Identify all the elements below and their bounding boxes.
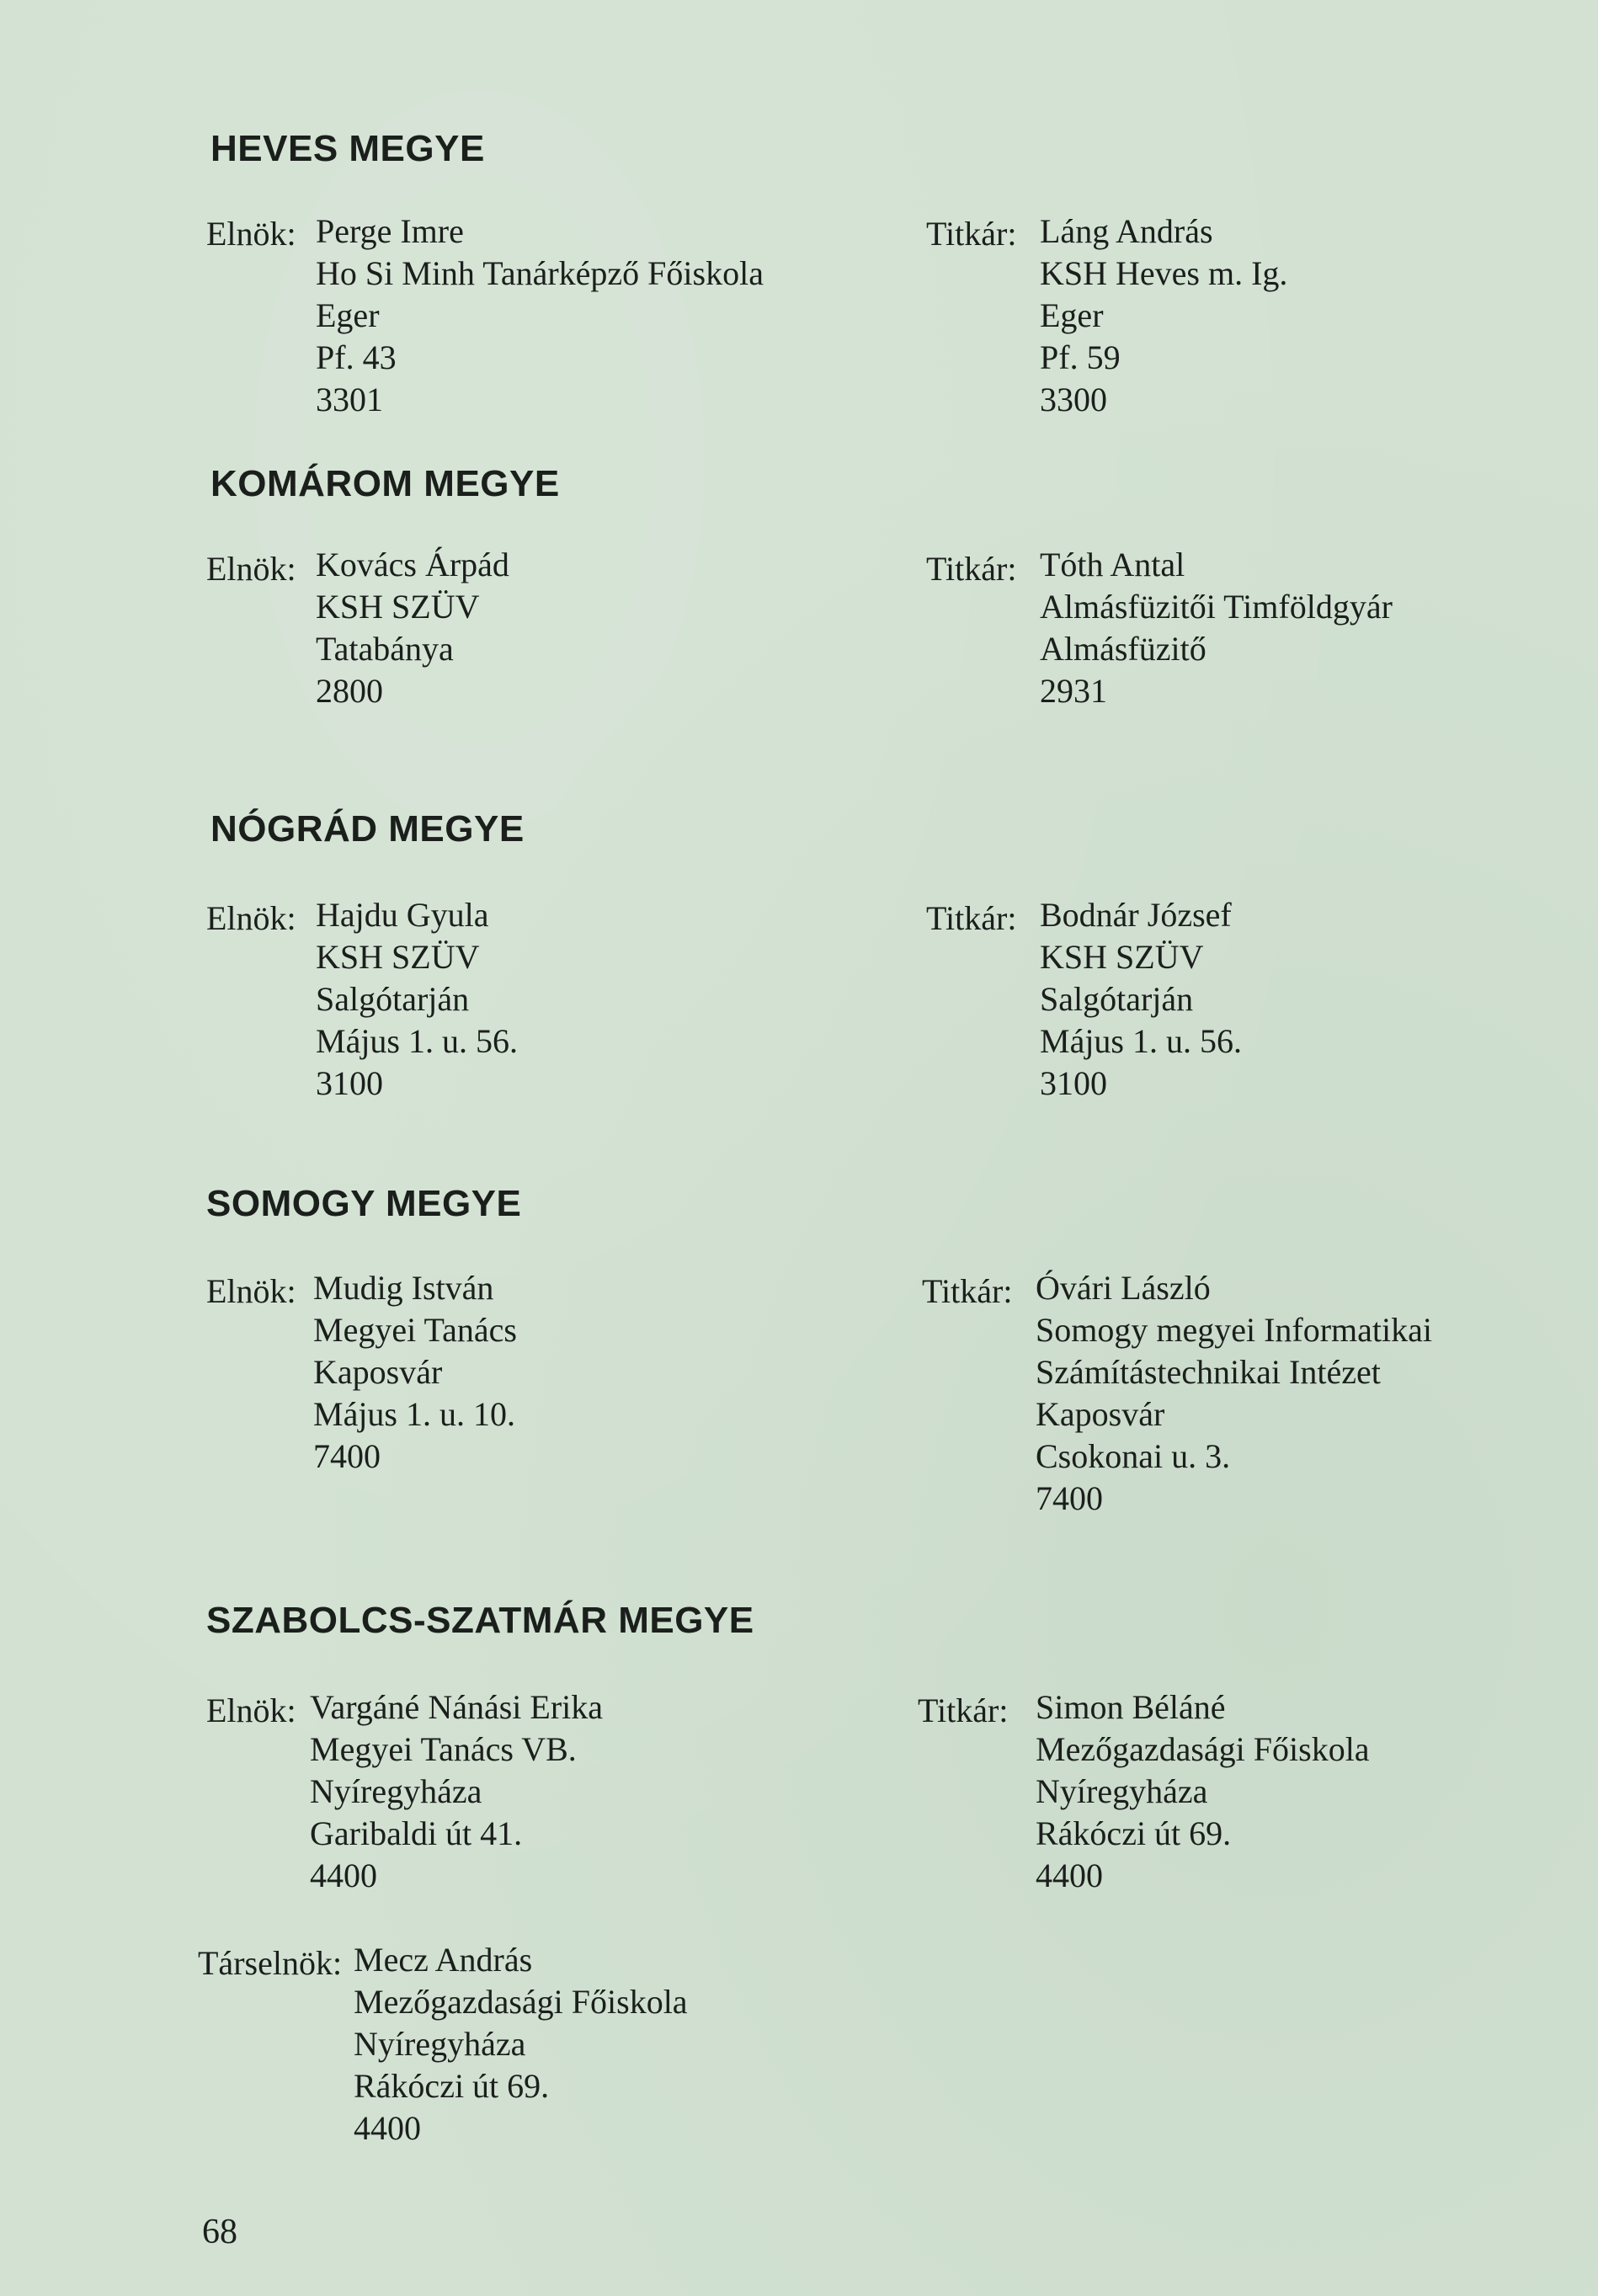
heves-secretary-line-4: Pf. 59 bbox=[1040, 338, 1121, 376]
heves-secretary-line-2: KSH Heves m. Ig. bbox=[1040, 254, 1288, 292]
komarom-president-name: Kovács Árpád bbox=[316, 546, 509, 583]
heves-president-name: Perge Imre bbox=[316, 212, 464, 250]
nograd-secretary-label: Titkár: bbox=[926, 899, 1017, 937]
szabolcs-secretary-label: Titkár: bbox=[918, 1691, 1009, 1729]
somogy-secretary-block bbox=[1036, 1267, 1432, 1520]
szabolcs-copresident-label: Társelnök: bbox=[198, 1944, 343, 1982]
szabolcs-secretary-line-2: Mezőgazdasági Főiskola bbox=[1036, 1730, 1370, 1768]
komarom-president-label: Elnök: bbox=[206, 550, 296, 588]
nograd-president-line-3: Salgótarján bbox=[316, 980, 470, 1018]
somogy-president-block bbox=[313, 1267, 517, 1478]
szabolcs-president-line-5: 4400 bbox=[310, 1857, 377, 1894]
somogy-president-name: Mudig István bbox=[313, 1269, 494, 1307]
heves-president-line-5: 3301 bbox=[316, 381, 383, 418]
szabolcs-secretary-name: Simon Béláné bbox=[1036, 1688, 1226, 1726]
szabolcs-copresident-line-2: Mezőgazdasági Főiskola bbox=[354, 1983, 688, 2021]
komarom-president-block bbox=[316, 544, 509, 712]
somogy-president-line-5: 7400 bbox=[313, 1437, 381, 1475]
nograd-secretary-line-3: Salgótarján bbox=[1040, 980, 1194, 1018]
somogy-title: SOMOGY MEGYE bbox=[206, 1183, 522, 1224]
szabolcs-secretary-line-3: Nyíregyháza bbox=[1036, 1772, 1208, 1810]
somogy-secretary-line-3: Számítástechnikai Intézet bbox=[1036, 1353, 1381, 1391]
nograd-secretary-line-4: Május 1. u. 56. bbox=[1040, 1022, 1242, 1060]
komarom-secretary-line-2: Almásfüzitői Timföldgyár bbox=[1040, 588, 1393, 626]
szabolcs-president-line-4: Garibaldi út 41. bbox=[310, 1814, 523, 1852]
page-number: 68 bbox=[202, 2213, 237, 2251]
nograd-president-line-2: KSH SZÜV bbox=[316, 938, 480, 976]
nograd-secretary-line-2: KSH SZÜV bbox=[1040, 938, 1204, 976]
somogy-secretary-line-2: Somogy megyei Informatikai bbox=[1036, 1311, 1433, 1349]
heves-secretary-label: Titkár: bbox=[926, 215, 1017, 253]
komarom-president-line-2: KSH SZÜV bbox=[316, 588, 480, 626]
somogy-secretary-line-4: Kaposvár bbox=[1036, 1395, 1165, 1433]
heves-secretary-line-3: Eger bbox=[1040, 296, 1104, 334]
somogy-president-line-2: Megyei Tanács bbox=[313, 1311, 517, 1349]
nograd-president-line-4: Május 1. u. 56. bbox=[316, 1022, 518, 1060]
nograd-secretary-name: Bodnár József bbox=[1040, 896, 1232, 934]
szabolcs-secretary-block bbox=[1036, 1686, 1370, 1897]
somogy-president-label: Elnök: bbox=[206, 1272, 296, 1310]
heves-president-label: Elnök: bbox=[206, 215, 296, 253]
heves-president-block bbox=[316, 210, 764, 421]
nograd-president-name: Hajdu Gyula bbox=[316, 896, 489, 934]
szabolcs-secretary-line-4: Rákóczi út 69. bbox=[1036, 1814, 1232, 1852]
szabolcs-copresident-line-4: Rákóczi út 69. bbox=[354, 2067, 550, 2105]
somogy-secretary-line-5: Csokonai u. 3. bbox=[1036, 1437, 1231, 1475]
komarom-secretary-line-4: 2931 bbox=[1040, 672, 1107, 710]
komarom-president-line-4: 2800 bbox=[316, 672, 383, 710]
nograd-secretary-line-5: 3100 bbox=[1040, 1064, 1107, 1102]
heves-secretary-name: Láng András bbox=[1040, 212, 1213, 250]
somogy-president-line-4: Május 1. u. 10. bbox=[313, 1395, 515, 1433]
nograd-president-block bbox=[316, 894, 518, 1105]
nograd-president-line-5: 3100 bbox=[316, 1064, 383, 1102]
szabolcs-president-block bbox=[310, 1686, 603, 1897]
szabolcs-president-line-2: Megyei Tanács VB. bbox=[310, 1730, 577, 1768]
heves-president-line-2: Ho Si Minh Tanárképző Főiskola bbox=[316, 254, 764, 292]
szabolcs-secretary-line-5: 4400 bbox=[1036, 1857, 1103, 1894]
heves-title: HEVES MEGYE bbox=[210, 128, 485, 169]
komarom-secretary-block bbox=[1040, 544, 1393, 712]
heves-president-line-4: Pf. 43 bbox=[316, 338, 397, 376]
komarom-president-line-3: Tatabánya bbox=[316, 630, 454, 668]
szabolcs-copresident-line-5: 4400 bbox=[354, 2109, 421, 2147]
somogy-secretary-name: Óvári László bbox=[1036, 1269, 1211, 1307]
szabolcs-copresident-block bbox=[354, 1939, 688, 2150]
heves-secretary-block bbox=[1040, 210, 1287, 421]
komarom-secretary-label: Titkár: bbox=[926, 550, 1017, 588]
somogy-secretary-label: Titkár: bbox=[922, 1272, 1013, 1310]
szabolcs-president-label: Elnök: bbox=[206, 1691, 296, 1729]
heves-secretary-line-5: 3300 bbox=[1040, 381, 1107, 418]
szabolcs-copresident-line-3: Nyíregyháza bbox=[354, 2025, 526, 2063]
nograd-title: NÓGRÁD MEGYE bbox=[210, 808, 525, 850]
somogy-president-line-3: Kaposvár bbox=[313, 1353, 443, 1391]
komarom-title: KOMÁROM MEGYE bbox=[210, 463, 560, 504]
szabolcs-title: SZABOLCS-SZATMÁR MEGYE bbox=[206, 1600, 754, 1641]
heves-president-line-3: Eger bbox=[316, 296, 380, 334]
szabolcs-copresident-name: Mecz András bbox=[354, 1941, 533, 1979]
komarom-secretary-line-3: Almásfüzitő bbox=[1040, 630, 1206, 668]
nograd-president-label: Elnök: bbox=[206, 899, 296, 937]
somogy-secretary-line-6: 7400 bbox=[1036, 1479, 1103, 1517]
komarom-secretary-name: Tóth Antal bbox=[1040, 546, 1185, 583]
szabolcs-president-name: Vargáné Nánási Erika bbox=[310, 1688, 604, 1726]
szabolcs-president-line-3: Nyíregyháza bbox=[310, 1772, 482, 1810]
nograd-secretary-block bbox=[1040, 894, 1242, 1105]
